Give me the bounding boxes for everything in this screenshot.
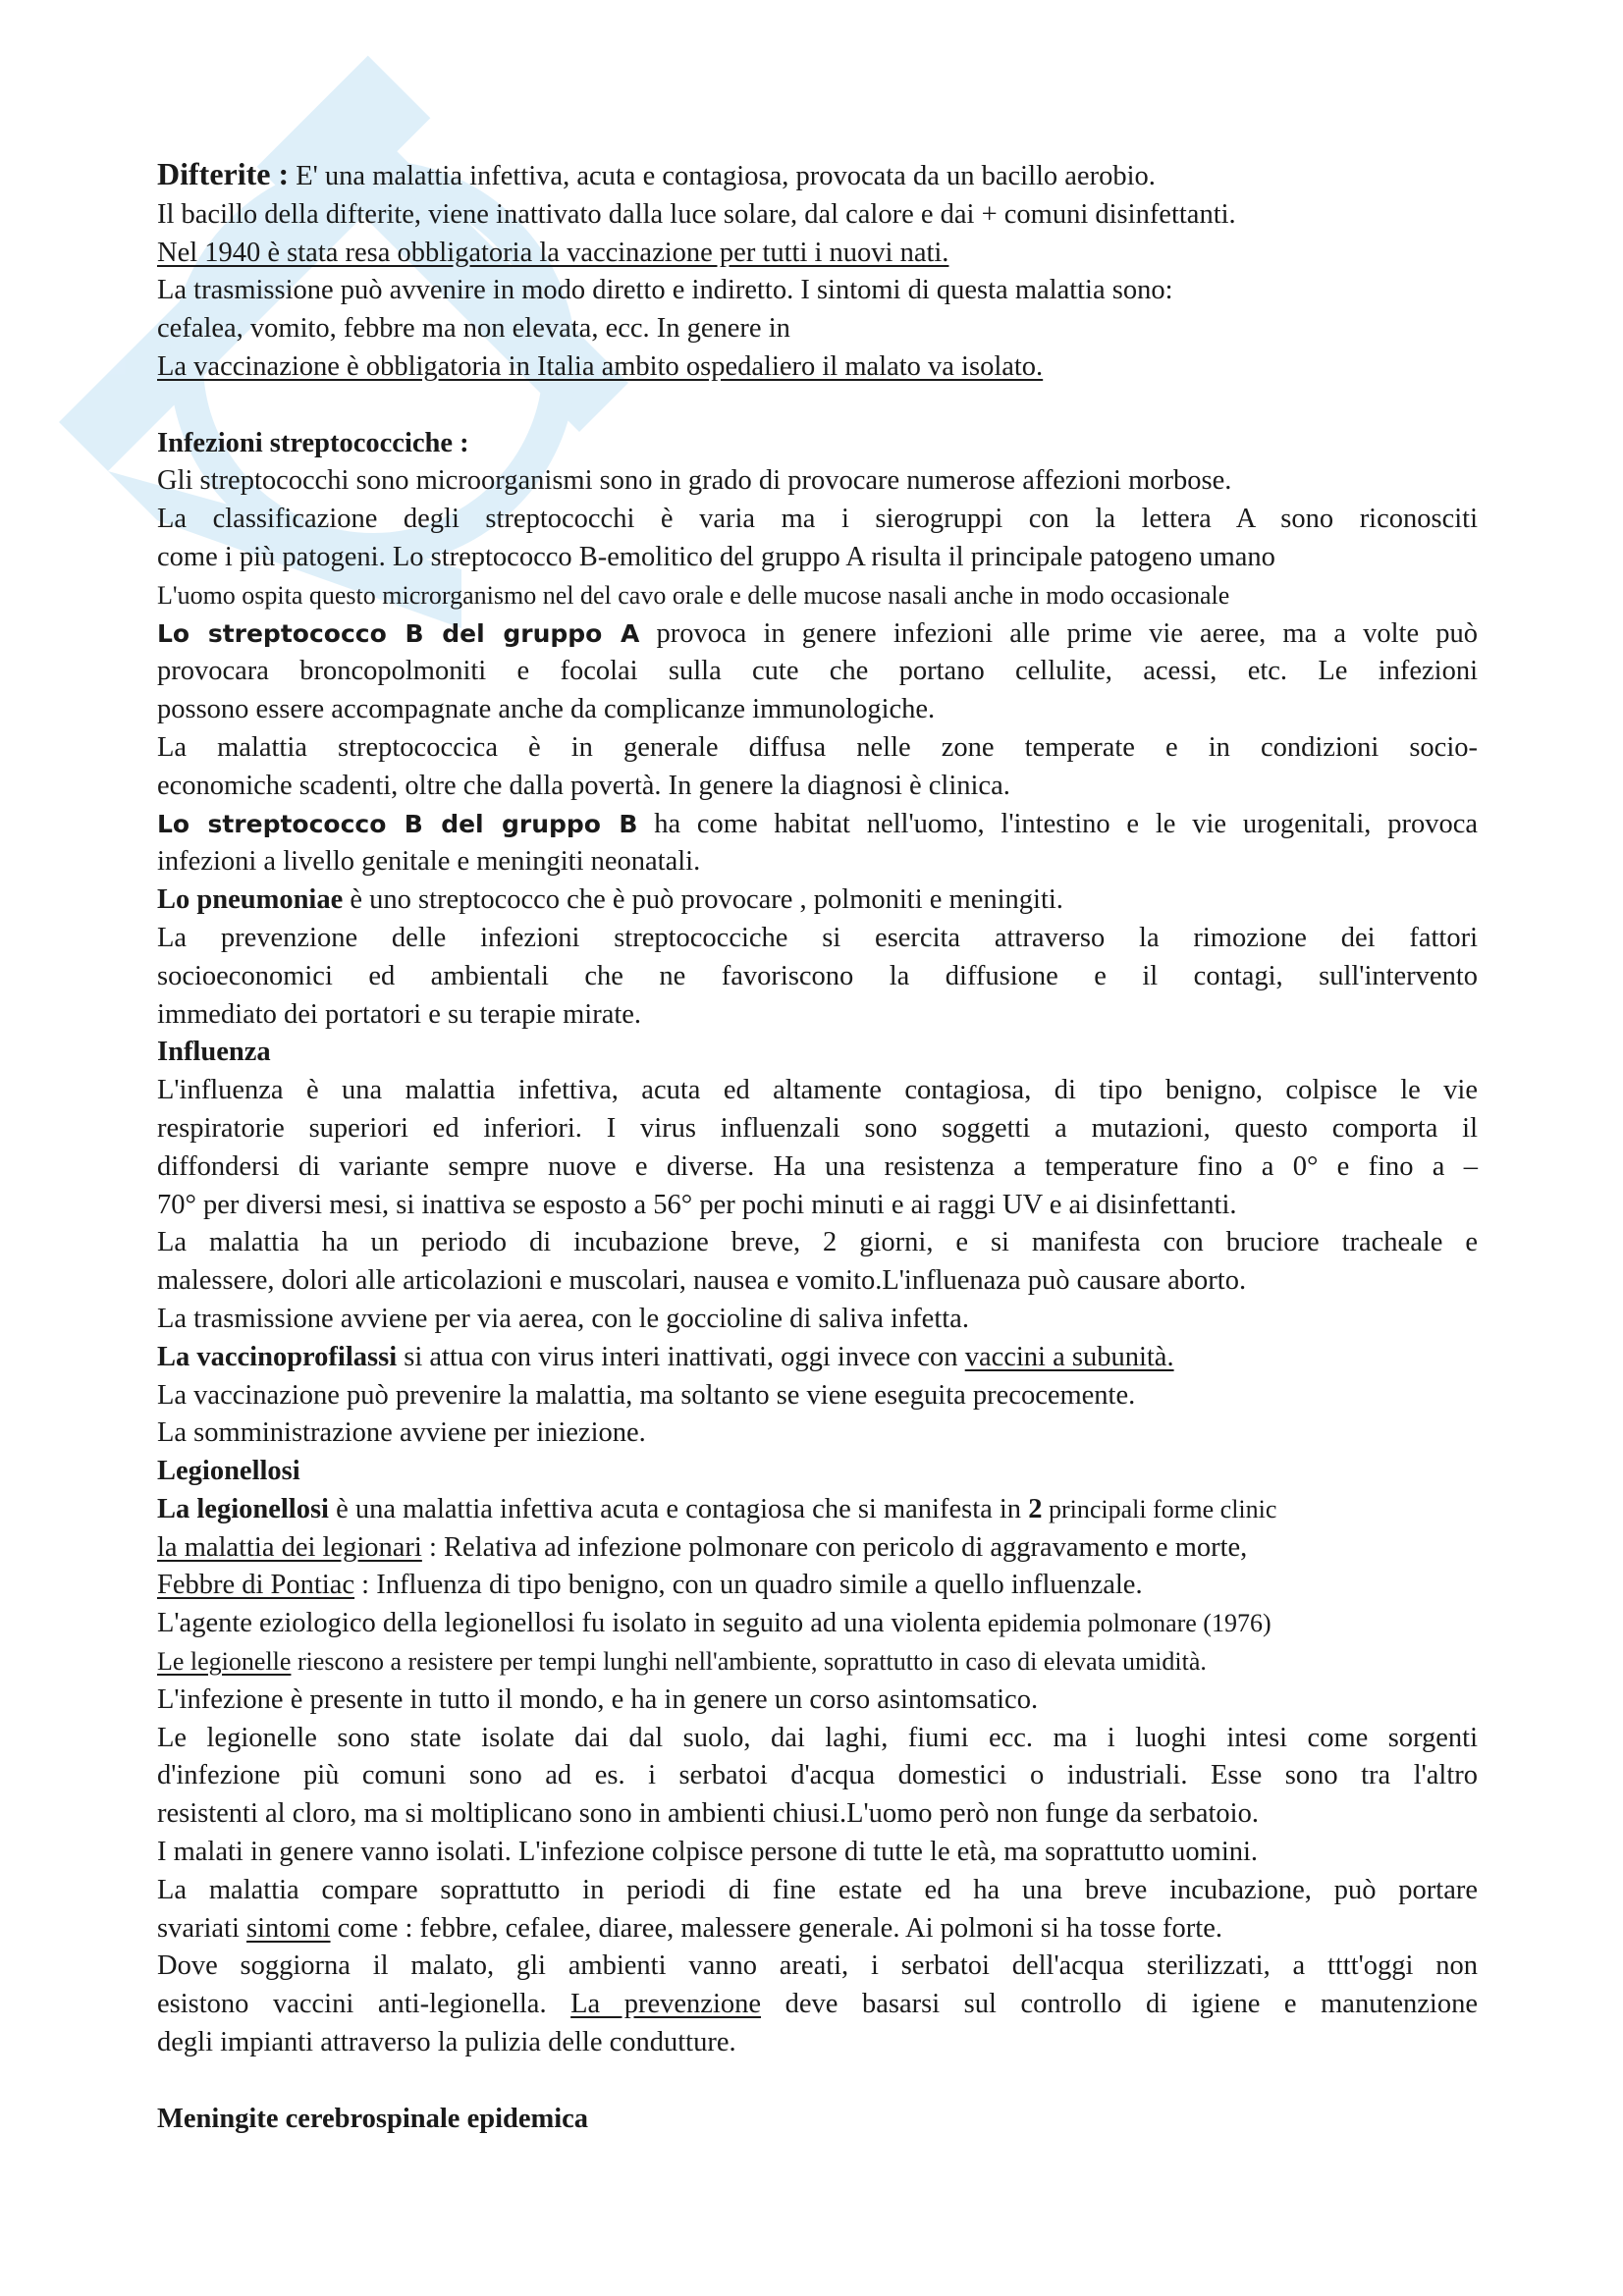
heading-legionellosi: Legionellosi (157, 1456, 300, 1487)
document-page (157, 155, 1478, 2138)
bold-term: Lo streptococco B del gruppo B (157, 809, 638, 838)
text-line: La trasmissione può avvenire in modo diretto e indiretto. I sintomi di questa malattia sono: (157, 275, 1173, 306)
text-line: resistenti al cloro, ma si moltiplicano sono in ambienti chiusi.L'uomo però non funge da serbatoio. (157, 1798, 1259, 1830)
text-line: cefalea, vomito, febbre ma non elevata, ecc. In genere in (157, 313, 790, 345)
text-line: la malattia dei legionari : Relativa ad infezione polmonare con pericolo di aggravamento e morte, (157, 1531, 1248, 1563)
blank-line (157, 387, 1478, 425)
text-line: La trasmissione avviene per via aerea, con le goccioline di saliva infetta. (157, 1303, 969, 1334)
underlined-term: la malattia dei legionari (157, 1531, 422, 1563)
text-line: come i più patogeni. Lo streptococco B-emolitico del gruppo A risulta il principale patogeno umano (157, 541, 1275, 572)
text-line: 70° per diversi mesi, si inattiva se esposto a 56° per pochi minuti e ai raggi UV e ai disinfettanti. (157, 1189, 1237, 1220)
underlined-term: sintomi (246, 1912, 331, 1944)
text-line: respiratorie superiori ed inferiori. I virus influenzali sono soggetti a mutazioni, questo comporta il (157, 1112, 1478, 1144)
text-line: Le legionelle sono state isolate dai dal suolo, dai laghi, fiumi ecc. ma i luoghi intesi come sorgenti (157, 1722, 1478, 1753)
heading-influenza: Influenza (157, 1037, 271, 1068)
text-line: I malati in genere vanno isolati. L'infezione colpisce persone di tutte le età, ma soprattutto uomini. (157, 1837, 1259, 1868)
text-line: Febbre di Pontiac : Influenza di tipo benigno, con un quadro simile a quello influenzale. (157, 1570, 1143, 1601)
text-line: svariati sintomi come : febbre, cefalee, diaree, malessere generale. Ai polmoni si ha tosse forte. (157, 1912, 1222, 1944)
text-line: immediato dei portatori e su terapie mirate. (157, 998, 642, 1030)
text-line: L'uomo ospita questo microrganismo nel del cavo orale e delle mucose nasali anche in modo occasionale (157, 580, 1230, 610)
text-line: Le legionelle riescono a resistere per tempi lunghi nell'ambiente, soprattutto in caso di elevata umidità. (157, 1647, 1207, 1677)
text-line: diffondersi di variante sempre nuove e diverse. Ha una resistenza a temperature fino a 0° e fino a – (157, 1150, 1478, 1182)
text-line: degli impianti attraverso la pulizia delle condutture. (157, 2027, 736, 2058)
text-line: La vaccinazione può prevenire la malattia, ma soltanto se viene eseguita precocemente. (157, 1379, 1136, 1411)
text-line: Difterite : E' una malattia infettiva, acuta e contagiosa, provocata da un bacillo aerobio. (157, 156, 1156, 191)
heading-meningite: Meningite cerebrospinale epidemica (157, 2103, 589, 2134)
text-line: Lo streptococco B del gruppo B ha come habitat nell'uomo, l'intestino e le vie urogenitali, provoca (157, 808, 1478, 839)
underlined-term: Febbre di Pontiac (157, 1570, 355, 1601)
heading-difterite: Difterite : (157, 156, 290, 191)
bold-term: Lo pneumoniae (157, 884, 344, 916)
text-line: L'infezione è presente in tutto il mondo, e ha in genere un corso asintomsatico. (157, 1683, 1039, 1715)
bold-term: La vaccinoprofilassi (157, 1341, 398, 1372)
text-line: L'agente eziologico della legionellosi fu isolato in seguito ad una violenta epidemia polmonare (1976) (157, 1608, 1271, 1639)
text-line: L'influenza è una malattia infettiva, acuta ed altamente contagiosa, di tipo benigno, colpisce le vie (157, 1075, 1478, 1106)
bold-term: La legionellosi (157, 1493, 329, 1524)
text-line: infezioni a livello genitale e meningiti neonatali. (157, 846, 701, 878)
underlined-term: La prevenzione (570, 1989, 762, 2020)
text-line: economiche scadenti, oltre che dalla povertà. In genere la diagnosi è clinica. (157, 770, 1010, 801)
underlined-line: La vaccinazione è obbligatoria in Italia ambito ospedaliero il malato va isolato. (157, 350, 1044, 382)
text-line: La prevenzione delle infezioni streptococciche si esercita attraverso la rimozione dei fattori (157, 922, 1478, 953)
text-line: possono essere accompagnate anche da complicanze immunologiche. (157, 694, 936, 725)
blank-line (157, 2062, 1478, 2101)
text-line: La somministrazione avviene per iniezione. (157, 1417, 646, 1449)
text-line: La malattia compare soprattutto in periodi di fine estate ed ha una breve incubazione, può portare (157, 1874, 1478, 1905)
text-line: La vaccinoprofilassi si attua con virus interi inattivati, oggi invece con vaccini a subunità. (157, 1341, 1174, 1372)
bold-term: Lo streptococco B del gruppo A (157, 618, 640, 648)
text-line: malessere, dolori alle articolazioni e muscolari, nausea e vomito.L'influenaza può causare aborto. (157, 1265, 1247, 1297)
text-line: Lo pneumoniae è uno streptococco che è può provocare , polmoniti e meningiti. (157, 884, 1063, 916)
text-line: Dove soggiorna il malato, gli ambienti vanno areati, i serbatoi dell'acqua sterilizzati, a tttt'oggi non (157, 1950, 1478, 1982)
text-line: Il bacillo della difterite, viene inattivato dalla luce solare, dal calore e dai + comuni disinfettanti. (157, 198, 1236, 230)
text-line: Gli streptococchi sono microorganismi sono in grado di provocare numerose affezioni morbose. (157, 465, 1232, 497)
underlined-line: Nel 1940 è stata resa obbligatoria la vaccinazione per tutti i nuovi nati. (157, 237, 949, 268)
text-line: esistono vaccini anti-legionella. La prevenzione deve basarsi sul controllo di igiene e manutenzione (157, 1989, 1478, 2020)
underlined-term: vaccini a subunità. (964, 1341, 1174, 1372)
text-line: La classificazione degli streptococchi è varia ma i sierogruppi con la lettera A sono riconosciti (157, 504, 1478, 535)
underlined-term: Le legionelle (157, 1647, 292, 1677)
text-line: La legionellosi è una malattia infettiva acuta e contagiosa che si manifesta in 2 principali forme clinic (157, 1493, 1277, 1524)
text-line: d'infezione più comuni sono ad es. i serbatoi d'acqua domestici o industriali. Esse sono tra l'altro (157, 1760, 1478, 1791)
text-line: La malattia ha un periodo di incubazione breve, 2 giorni, e si manifesta con bruciore tracheale e (157, 1227, 1478, 1258)
text-line: La malattia streptococcica è in generale diffusa nelle zone temperate e in condizioni socio- (157, 731, 1478, 763)
text-line: socioeconomici ed ambientali che ne favoriscono la diffusione e il contagi, sull'intervento (157, 960, 1478, 991)
text-line: provocara broncopolmoniti e focolai sulla cute che portano cellulite, acessi, etc. Le infezioni (157, 656, 1478, 687)
heading-streptococciche: Infezioni streptococciche : (157, 427, 469, 458)
text-line: Lo streptococco B del gruppo A provoca in genere infezioni alle prime vie aeree, ma a volte può (157, 617, 1478, 649)
